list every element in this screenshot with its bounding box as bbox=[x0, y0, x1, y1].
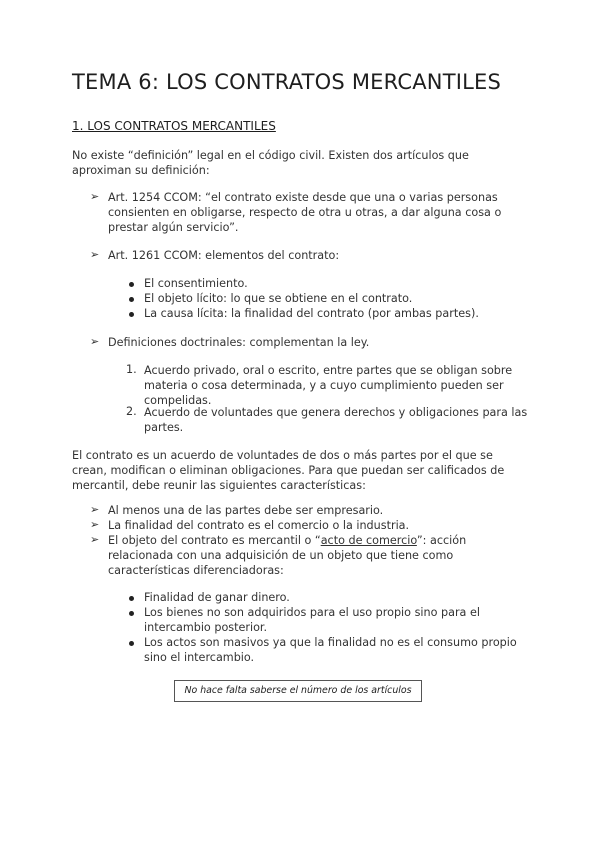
list-item: Los bienes no son adquiridos para el uso propio sino para el intercambio posterior. bbox=[144, 606, 480, 634]
list-item: Acuerdo de voluntades que genera derechos y obligaciones para las partes. bbox=[144, 406, 528, 434]
article-1254: Art. 1254 CCOM: “el contrato existe desde que una o varias personas consienten en obligarse, respecto de otra u otras, a dar alguna cosa o prestar algún servicio”. bbox=[108, 191, 502, 234]
list-item: Los actos son masivos ya que la finalidad no es el consumo propio sino el intercambio. bbox=[144, 636, 517, 664]
intro-paragraph: No existe “definición” legal en el código civil. Existen dos artículos que aproximan su definición: bbox=[72, 149, 469, 177]
bullet-dot-icon bbox=[129, 641, 134, 646]
list-item: Finalidad de ganar dinero. bbox=[144, 591, 290, 604]
list-item: El consentimiento. bbox=[144, 277, 248, 290]
text-fragment: ”: acción relacionada con una adquisición de un objeto que tiene como características diferenciadoras: bbox=[108, 534, 467, 577]
characteristic-item bbox=[108, 533, 468, 578]
characteristic-item: La finalidad del contrato es el comercio o la industria. bbox=[108, 519, 410, 532]
arrow-bullet-icon: ➢ bbox=[90, 503, 100, 516]
list-number: 2. bbox=[126, 405, 137, 418]
acto-de-comercio-link[interactable]: acto de comercio bbox=[320, 534, 417, 547]
bullet-dot-icon bbox=[129, 611, 134, 616]
list-item: Acuerdo privado, oral o escrito, entre partes que se obligan sobre materia o cosa determinada, y a cuyo cumplimiento pueden ser compelidas. bbox=[144, 364, 513, 407]
doctrinal-label: Definiciones doctrinales: complementan la ley. bbox=[108, 336, 370, 349]
note-box: No hace falta saberse el número de los artículos bbox=[174, 680, 422, 702]
arrow-bullet-icon: ➢ bbox=[90, 518, 100, 531]
list-number: 1. bbox=[126, 363, 137, 376]
characteristic-item: Al menos una de las partes debe ser empresario. bbox=[108, 504, 384, 517]
arrow-bullet-icon: ➢ bbox=[90, 335, 100, 348]
arrow-bullet-icon: ➢ bbox=[90, 533, 100, 546]
bullet-dot-icon bbox=[129, 282, 134, 287]
arrow-bullet-icon: ➢ bbox=[90, 190, 100, 203]
article-1261: Art. 1261 CCOM: elementos del contrato: bbox=[108, 249, 340, 262]
summary-paragraph: El contrato es un acuerdo de voluntades de dos o más partes por el que se crean, modifican o eliminan obligaciones. Para que puedan ser calificados de mercantil, debe reunir las siguientes características: bbox=[72, 449, 505, 492]
list-item: La causa lícita: la finalidad del contrato (por ambas partes). bbox=[144, 307, 479, 320]
list-item: El objeto lícito: lo que se obtiene en el contrato. bbox=[144, 292, 413, 305]
bullet-dot-icon bbox=[129, 297, 134, 302]
section-heading: 1. LOS CONTRATOS MERCANTILES bbox=[72, 119, 276, 133]
page-title: TEMA 6: LOS CONTRATOS MERCANTILES bbox=[72, 70, 502, 94]
text-fragment: El objeto del contrato es mercantil o “ bbox=[108, 534, 321, 547]
bullet-dot-icon bbox=[129, 596, 134, 601]
bullet-dot-icon bbox=[129, 312, 134, 317]
arrow-bullet-icon: ➢ bbox=[90, 248, 100, 261]
